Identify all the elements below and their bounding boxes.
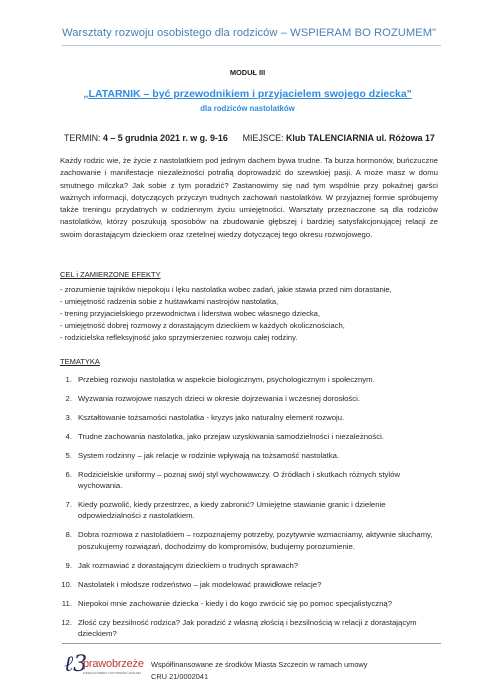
goals-list <box>60 284 460 344</box>
termin-label: TERMIN: <box>64 133 101 143</box>
logo-mark-icon: ℓ3 <box>64 652 88 677</box>
item-text: Niepokoi mnie zachowanie dziecka - kiedy i do kogo zwrócić się po pomoc specjalistyczną? <box>78 598 393 608</box>
item-number: 7. <box>65 500 72 510</box>
item-number: 1. <box>65 375 72 384</box>
list-item <box>60 374 445 385</box>
place-label: MIEJSCE: <box>242 133 284 143</box>
workshop-title: „LATARNIK – być przewodnikiem i przyjacielem swojego dziecka" <box>83 88 412 100</box>
place-value: Klub TALENCIARNIA ul. Różowa 17 <box>285 133 435 143</box>
sponsor-logo <box>64 652 144 686</box>
item-number: 9. <box>65 560 72 570</box>
list-item <box>60 469 445 491</box>
item-text: System rodzinny – jak relacje w rodzinie wpływają na tożsamość nastolatka. <box>78 451 340 460</box>
list-item <box>60 529 445 551</box>
item-text: Kształtowanie tożsamości nastolatka - kryzys jako naturalny element rozwoju. <box>78 413 345 422</box>
topics-heading: TEMATYKA <box>60 357 100 366</box>
module-label: MODUŁ III <box>229 68 266 77</box>
item-text: Rodzicielskie uniformy – poznaj swój styl wychowawczy. O źródłach i skutkach różnych stylów wychowania. <box>78 470 401 491</box>
item-number: 2. <box>65 394 72 403</box>
list-item: - umiejętność radzenia sobie z huśtawkami nastrojów nastolatka, <box>60 297 279 306</box>
list-item <box>60 598 445 609</box>
item-text: Kiedy pozwolić, kiedy przestrzec, a kiedy zabronić? Umiejętne stawianie granic i dzielenie odpowiedzialności z nastolatkiem. <box>78 500 386 521</box>
list-item <box>60 617 445 639</box>
list-item: - rodzicielska refleksyjność jako sprzymierzeniec rozwoju całej rodziny. <box>60 333 298 342</box>
list-item <box>60 450 445 461</box>
logo-name: prawobrzeże <box>83 658 144 670</box>
list-item <box>60 579 445 590</box>
funding-line-1: Współfinansowane ze środków Miasta Szczecin w ramach umowy <box>151 660 368 669</box>
footer-divider <box>62 643 441 644</box>
item-text: Dobra rozmowa z nastolatkiem – rozpoznajemy potrzeby, pozytywnie wzmacniamy, aktywnie słuchamy, poszukujemy rozwiązań, dochodzimy do kompromisów, budujemy porozumienie. <box>78 530 433 551</box>
item-number: 10. <box>61 579 72 589</box>
item-number: 11. <box>61 598 72 608</box>
list-item <box>60 431 445 442</box>
funding-note <box>151 659 451 683</box>
item-number: 4. <box>65 432 72 441</box>
header-divider <box>62 45 441 46</box>
item-text: Wyzwania rozwojowe naszych dzieci w okresie dojrzewania i wczesnej dorosłości. <box>78 394 361 403</box>
goals-heading: CEL i ZAMIERZONE EFEKTY <box>60 270 161 279</box>
item-text: Przebieg rozwoju nastolatka w aspekcie biologicznym, psychologicznym i społecznym. <box>78 375 375 384</box>
workshop-subtitle: dla rodziców nastolatków <box>200 104 295 113</box>
list-item: - zrozumienie tajników niepokoju i lęku nastolatka wobec zadań, jakie stawia przed nim dorastanie, <box>60 285 392 294</box>
intro-paragraph: Każdy rodzic wie, że życie z nastolatkiem pod jednym dachem bywa trudne. Ta burza hormonów, buńczuczne zachowanie i manifestacje niezależności potrafią doprowadzić do szewskiej pasji. A może masz w domu smutnego milczka? Jak sobie z tym poradzić? Zastanowimy się nad tym wspólnie przy pokaźnej garści ważnych informacji, dotyczących przyczyn trudnych zachowań nastolatków. W przyjaznej formie spróbujemy także treningu przydatnych w codziennym życiu umiejętności. Warsztaty przeznaczone są dla rodziców nastolatków, którzy poszukują sposobów na zbudowanie głębszej i bardziej satysfakcjonującej relacji ze swoim dorastającym dzieckiem oraz rzetelnej wiedzy dotyczącej tego okresu rozwojowego. <box>60 156 438 239</box>
item-text: Nastolatek i młodsze rodzeństwo – jak modelować prawidłowe relacje? <box>78 579 322 589</box>
list-item <box>60 560 445 571</box>
item-text: Złość czy bezsilność rodzica? Jak poradzić z własną złością i bezsilnością w relacji z dorastającym dzieckiem? <box>78 617 417 638</box>
item-number: 5. <box>65 451 72 460</box>
item-number: 12. <box>61 617 72 627</box>
item-number: 3. <box>65 413 72 422</box>
header-title: Warsztaty rozwoju osobistego dla rodziców – WSPIERAM BO ROZUMEM" <box>62 27 437 39</box>
list-item <box>60 393 445 404</box>
date-place-line <box>64 133 435 143</box>
list-item <box>60 412 445 423</box>
item-text: Trudne zachowania nastolatka, jako przejaw uzyskiwania samodzielności i niezależności. <box>78 432 384 441</box>
list-item <box>60 499 445 521</box>
termin-value: 4 – 5 grudnia 2021 r. w g. 9-16 <box>102 133 228 143</box>
item-text: Jak rozmawiać z dorastającym dzieckiem o trudnych sprawach? <box>78 560 299 570</box>
logo-subtitle: FUNDACJA WIEDZY I AKTYWNOŚCI LOKALNEJ <box>83 672 141 675</box>
item-number: 8. <box>65 530 72 540</box>
list-item: - trening przyjacielskiego przewodnictwa i liderstwa wobec własnego dziecka, <box>60 309 320 318</box>
item-number: 6. <box>65 470 72 479</box>
list-item: - umiejętność dobrej rozmowy z dorastającym dzieckiem w każdych okolicznościach, <box>60 321 345 330</box>
topics-list <box>60 374 445 647</box>
funding-line-2: CRU 21/0002041 <box>151 672 209 681</box>
